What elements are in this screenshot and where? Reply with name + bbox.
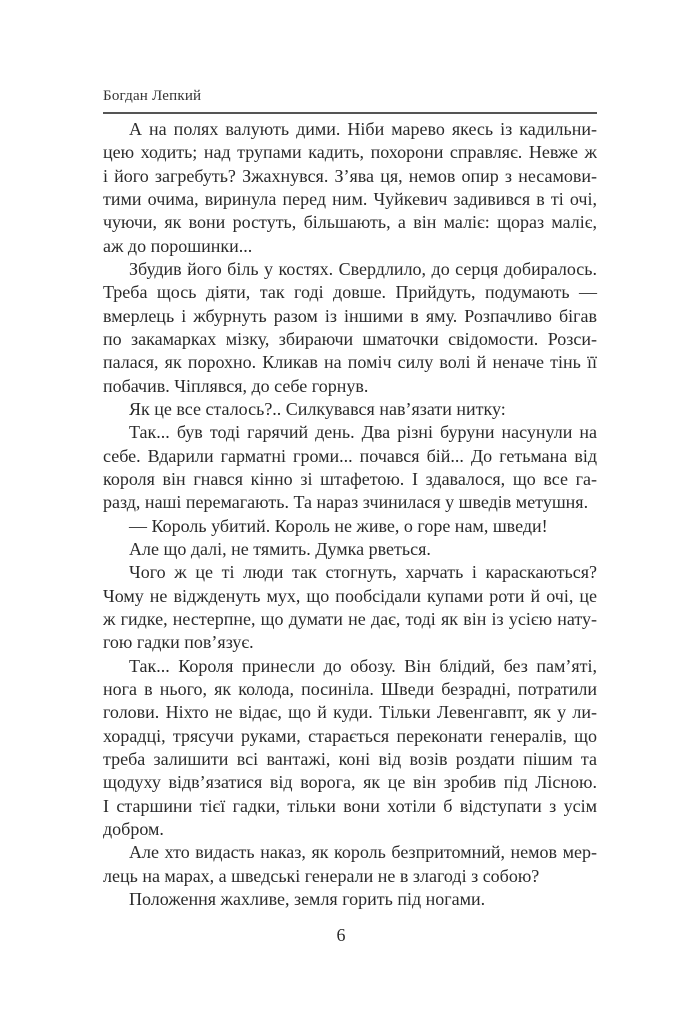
text-line: — Король убитий. Король не живе, о горе нам, шведи! <box>129 515 548 536</box>
text-line: разд, наші перемагають. Та нараз зчинилася у шведів метушня. <box>103 492 589 513</box>
text-line: цею ходить; над трупами кадить, похорони справляє. Невже ж <box>103 142 597 163</box>
text-line: Збудив його біль у костях. Свердлило, до серця добиралось. <box>129 258 597 279</box>
text-line: себе. Вдарили гарматні громи... почався бій... До гетьмана від <box>103 445 597 466</box>
page-number: 6 <box>336 925 346 945</box>
text-line: треба залишити всі вантажі, коні від возів роздати пішим та <box>103 748 597 769</box>
text-line: добром. <box>103 818 164 839</box>
text-line: ж гидке, нестерпне, що думати не дає, тоді як він із усією нату- <box>103 608 597 629</box>
text-line: Але що далі, не тямить. Думка рветься. <box>129 538 431 559</box>
text-line: короля він гнався кінно зі штафетою. І здавалося, що все га- <box>103 468 597 489</box>
page-body-text <box>103 118 597 911</box>
text-line: Положення жахливе, земля горить під ногами. <box>129 888 486 909</box>
text-line: і його загребуть? Зжахнувся. З’ява ця, немов опир з несамови- <box>103 165 597 186</box>
header-rule <box>103 112 597 114</box>
text-line: Чому не віджденуть мух, що пообсідали купами роти й очі, це <box>103 585 597 606</box>
text-line: аж до порошинки... <box>103 235 253 256</box>
text-line: хорадці, трясучи руками, старається переконати генералів, що <box>103 725 597 746</box>
text-line: Так... Короля принесли до обозу. Він блідий, без пам’яті, <box>129 655 597 676</box>
text-line: побачив. Чіплявся, до себе горнув. <box>103 375 369 396</box>
text-line: Чого ж це ті люди так стогнуть, харчать і караскаються? <box>129 562 597 583</box>
text-line: чуючи, як вони ростуть, більшають, а він маліє: щораз маліє, <box>103 212 597 233</box>
text-line: Як це все сталось?.. Силкувався нав’язати нитку: <box>129 398 506 419</box>
text-line: лець на марах, а шведські генерали не в злагоді з собою? <box>103 865 540 886</box>
text-line: Так... був тоді гарячий день. Два різні буруни насунули на <box>129 422 597 443</box>
text-line: І старшини тієї гадки, тільки вони хотіли б відступати з усім <box>103 795 597 816</box>
running-header-author: Богдан Лепкий <box>103 88 202 104</box>
text-line: Але хто видасть наказ, як король безпритомний, немов мер- <box>129 842 597 863</box>
text-line: тими очима, виринула перед ним. Чуйкевич задивився в ті очі, <box>103 188 597 209</box>
text-line: палася, як порохно. Кликав на поміч силу волі й неначе тінь її <box>103 352 597 373</box>
text-line: по закамарках мізку, збираючи шматочки свідомости. Розси- <box>103 328 597 349</box>
text-line: голови. Ніхто не відає, що й куди. Тільки Левенгавпт, як у ли- <box>103 702 597 723</box>
text-line: А на полях валують дими. Ніби марево якесь із кадильни- <box>129 119 597 139</box>
text-line: нога в нього, як колода, посиніла. Шведи безрадні, потратили <box>103 678 597 699</box>
text-line: гою гадки пов’язує. <box>103 632 254 653</box>
text-line: щодуху відв’язатися від ворога, як це він зробив під Лісною. <box>103 772 597 793</box>
text-line: Треба щось діяти, так годі довше. Прийдуть, подумають — <box>103 282 597 303</box>
text-line: вмерлець і жбурнуть разом із іншими в яму. Розпачливо бігав <box>103 305 597 326</box>
